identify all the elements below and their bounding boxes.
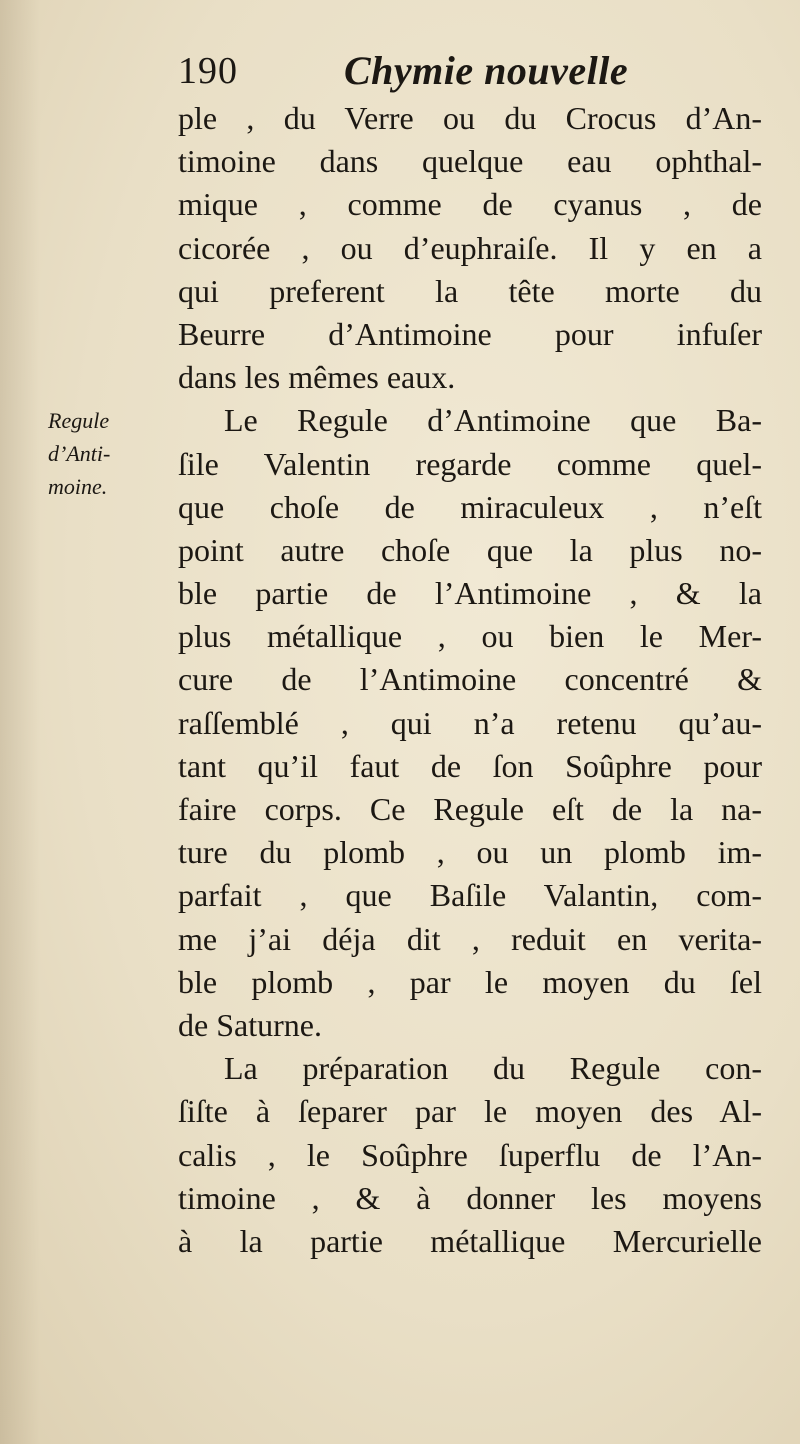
text-line: faire corps. Ce Regule eſt de la na- [178, 791, 762, 827]
text-line: ble plomb , par le moyen du ſel [178, 963, 762, 1000]
text-line: Beurre d’Antimoine pour infuſer [178, 315, 762, 352]
text-line: ble partie de l’Antimoine , & la [178, 575, 762, 612]
text-line: me j’ai déja dit , reduit en verita- [178, 920, 762, 957]
paragraph-start-line: La préparation du Regule con- [224, 1050, 762, 1087]
marginal-note [48, 404, 168, 503]
text-line: timoine dans quelque eau ophthal- [178, 143, 762, 180]
text-line: cure de l’Antimoine concentré & [178, 661, 762, 698]
text-line: mique , comme de cyanus , de [178, 186, 762, 223]
running-head [178, 45, 778, 97]
text-line: timoine , & à donner les moyens [178, 1179, 762, 1216]
marginal-note-line: d’Anti- [48, 441, 111, 466]
text-line: ple , du Verre ou du Crocus d’An- [178, 100, 762, 136]
text-line: dans les mêmes eaux. [178, 359, 456, 396]
text-line: qui preferent la tête morte du [178, 272, 762, 309]
text-line: à la partie métallique Mercurielle [178, 1222, 762, 1259]
body-text [178, 97, 762, 1263]
paragraph-start-line: Le Regule d’Antimoine que Ba- [224, 402, 762, 439]
gutter-shadow [0, 0, 40, 1444]
page-number: 190 [178, 50, 238, 92]
text-line: plus métallique , ou bien le Mer- [178, 618, 762, 655]
text-line: raſſemblé , qui n’a retenu qu’au- [178, 704, 762, 741]
text-line: tant qu’il faut de ſon Soûphre pour [178, 747, 762, 784]
text-line: calis , le Soûphre ſuperflu de l’An- [178, 1136, 762, 1173]
text-line: point autre choſe que la plus no- [178, 531, 762, 568]
text-line: ſile Valentin regarde comme quel- [178, 445, 762, 482]
text-line: de Saturne. [178, 1006, 322, 1043]
text-line: ſiſte à ſeparer par le moyen des Al- [178, 1093, 762, 1130]
text-line: parfait , que Baſile Valantin, com- [178, 877, 762, 914]
text-line: que choſe de miraculeux , n’eſt [178, 488, 762, 525]
text-line: cicorée , ou d’euphraiſe. Il y en a [178, 229, 762, 266]
marginal-note-line: Regule [48, 408, 110, 433]
marginal-note-line: moine. [48, 474, 108, 499]
text-line: ture du plomb , ou un plomb im- [178, 834, 762, 871]
running-title: Chymie nouvelle [344, 48, 629, 93]
